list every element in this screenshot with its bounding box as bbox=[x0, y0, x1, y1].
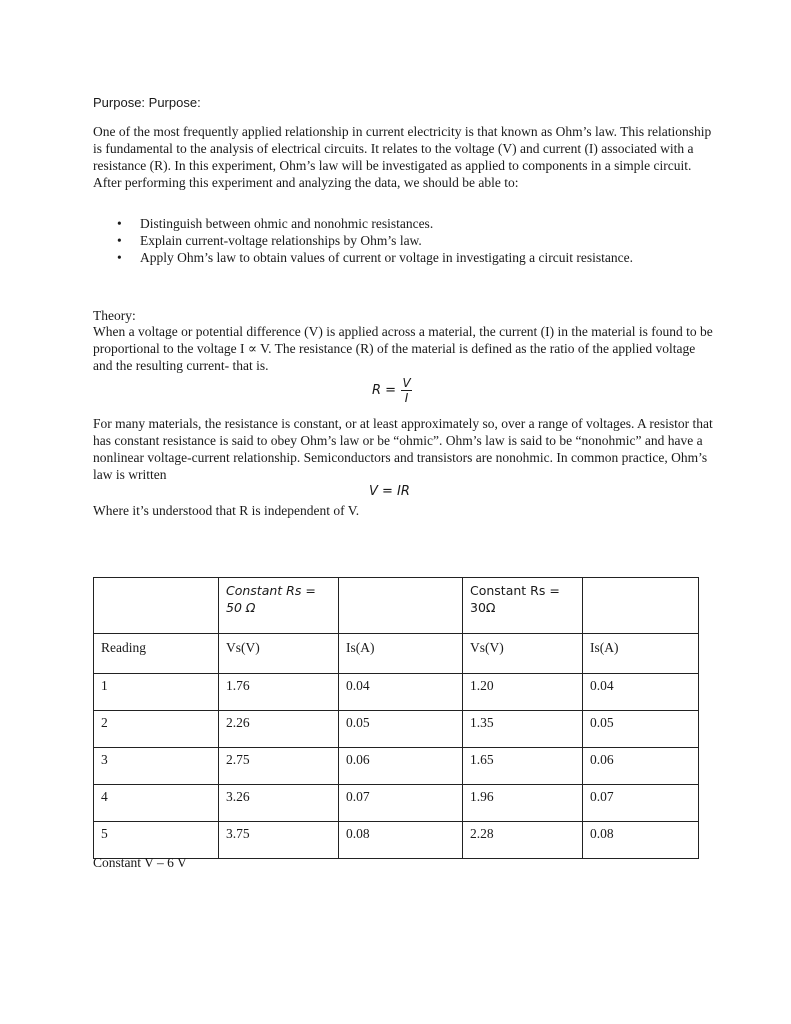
table-cell: 0.07 bbox=[583, 785, 699, 822]
bullet-icon: • bbox=[117, 250, 122, 265]
table-cell bbox=[583, 578, 699, 634]
table-cell: 0.05 bbox=[583, 711, 699, 748]
fraction bbox=[401, 376, 412, 405]
list-item bbox=[117, 232, 677, 249]
theory-paragraph-3: Where it’s understood that R is independent of V. bbox=[93, 503, 360, 518]
purpose-paragraph: One of the most frequently applied relationship in current electricity is that known as Ohm’s law. This relationship is fundamental to the analysis of electrical circuits. It relates to the voltage (V) and current (I) associated with a resistance (R). In this experiment, Ohm’s law will be investigated as applied to components in a simple circuit. After performing this experiment and analyzing the data, we should be able to: bbox=[93, 124, 712, 190]
table-cell: 0.05 bbox=[339, 711, 463, 748]
table-cell: 3 bbox=[94, 748, 219, 785]
list-item bbox=[117, 215, 677, 232]
column-header: Is(A) bbox=[339, 634, 463, 674]
table-cell: 2.28 bbox=[463, 822, 583, 859]
column-header: Reading bbox=[94, 634, 219, 674]
purpose-heading: Purpose: Purpose: bbox=[93, 95, 201, 110]
table-row bbox=[94, 822, 699, 859]
column-header: Vs(V) bbox=[219, 634, 339, 674]
measurement-table bbox=[93, 577, 699, 859]
table-cell: 0.08 bbox=[583, 822, 699, 859]
table-cell bbox=[339, 578, 463, 634]
table-cell: 0.04 bbox=[339, 674, 463, 711]
list-item-text: Explain current-voltage relationships by Ohm’s law. bbox=[140, 233, 422, 248]
list-item-text: Distinguish between ohmic and nonohmic resistances. bbox=[140, 216, 434, 231]
table-cell: 5 bbox=[94, 822, 219, 859]
table-cell: 2.26 bbox=[219, 711, 339, 748]
table-row bbox=[94, 785, 699, 822]
table-cell: 2.75 bbox=[219, 748, 339, 785]
ohms-law-equation: V = IR bbox=[369, 484, 410, 499]
table-cell: 1.96 bbox=[463, 785, 583, 822]
table-cell: 2 bbox=[94, 711, 219, 748]
resistance-equation bbox=[372, 376, 412, 405]
table-cell: 1 bbox=[94, 674, 219, 711]
table-row bbox=[94, 748, 699, 785]
table-column-header-row bbox=[94, 634, 699, 674]
table-cell: 1.20 bbox=[463, 674, 583, 711]
theory-heading: Theory: bbox=[93, 308, 136, 323]
table-cell: 3.26 bbox=[219, 785, 339, 822]
table-cell bbox=[94, 578, 219, 634]
fraction-denominator: I bbox=[404, 391, 409, 405]
objectives-list bbox=[117, 215, 677, 266]
equation-lhs: R = bbox=[372, 383, 397, 398]
table-group-header-row bbox=[94, 578, 699, 634]
table-cell: 1.76 bbox=[219, 674, 339, 711]
table-cell: 4 bbox=[94, 785, 219, 822]
theory-paragraph-2: For many materials, the resistance is constant, or at least approximately so, over a range of voltages. A resistor that has constant resistance is said to obey Ohm’s law or be “ohmic”. Ohm’s law is said to be “nonohmic” and have a nonlinear voltage-current relationship. Semiconductors and transistors are nonohmic. In common practice, Ohm’s law is written bbox=[93, 416, 713, 482]
bullet-icon: • bbox=[117, 233, 122, 248]
table-row bbox=[94, 711, 699, 748]
group-header-50ohm: Constant Rs = 50 Ω bbox=[219, 578, 339, 634]
bullet-icon: • bbox=[117, 216, 122, 231]
table-row bbox=[94, 674, 699, 711]
table-cell: 0.08 bbox=[339, 822, 463, 859]
table-cell: 0.04 bbox=[583, 674, 699, 711]
list-item bbox=[117, 249, 677, 266]
theory-paragraph: When a voltage or potential difference (V) is applied across a material, the current (I) in the material is found to be proportional to the voltage I ∝ V. The resistance (R) of the material is defined as the ratio of the applied voltage and the resulting current- that is. bbox=[93, 324, 713, 373]
fraction-numerator: V bbox=[402, 376, 411, 390]
column-header: Is(A) bbox=[583, 634, 699, 674]
table-footnote: Constant V – 6 V bbox=[93, 855, 187, 870]
table-cell: 1.35 bbox=[463, 711, 583, 748]
group-header-30ohm: Constant Rs = 30Ω bbox=[463, 578, 583, 634]
table-cell: 0.06 bbox=[583, 748, 699, 785]
column-header: Vs(V) bbox=[463, 634, 583, 674]
list-item-text: Apply Ohm’s law to obtain values of current or voltage in investigating a circuit resistance. bbox=[140, 250, 633, 265]
table-cell: 3.75 bbox=[219, 822, 339, 859]
table-cell: 1.65 bbox=[463, 748, 583, 785]
table-cell: 0.07 bbox=[339, 785, 463, 822]
table-cell: 0.06 bbox=[339, 748, 463, 785]
